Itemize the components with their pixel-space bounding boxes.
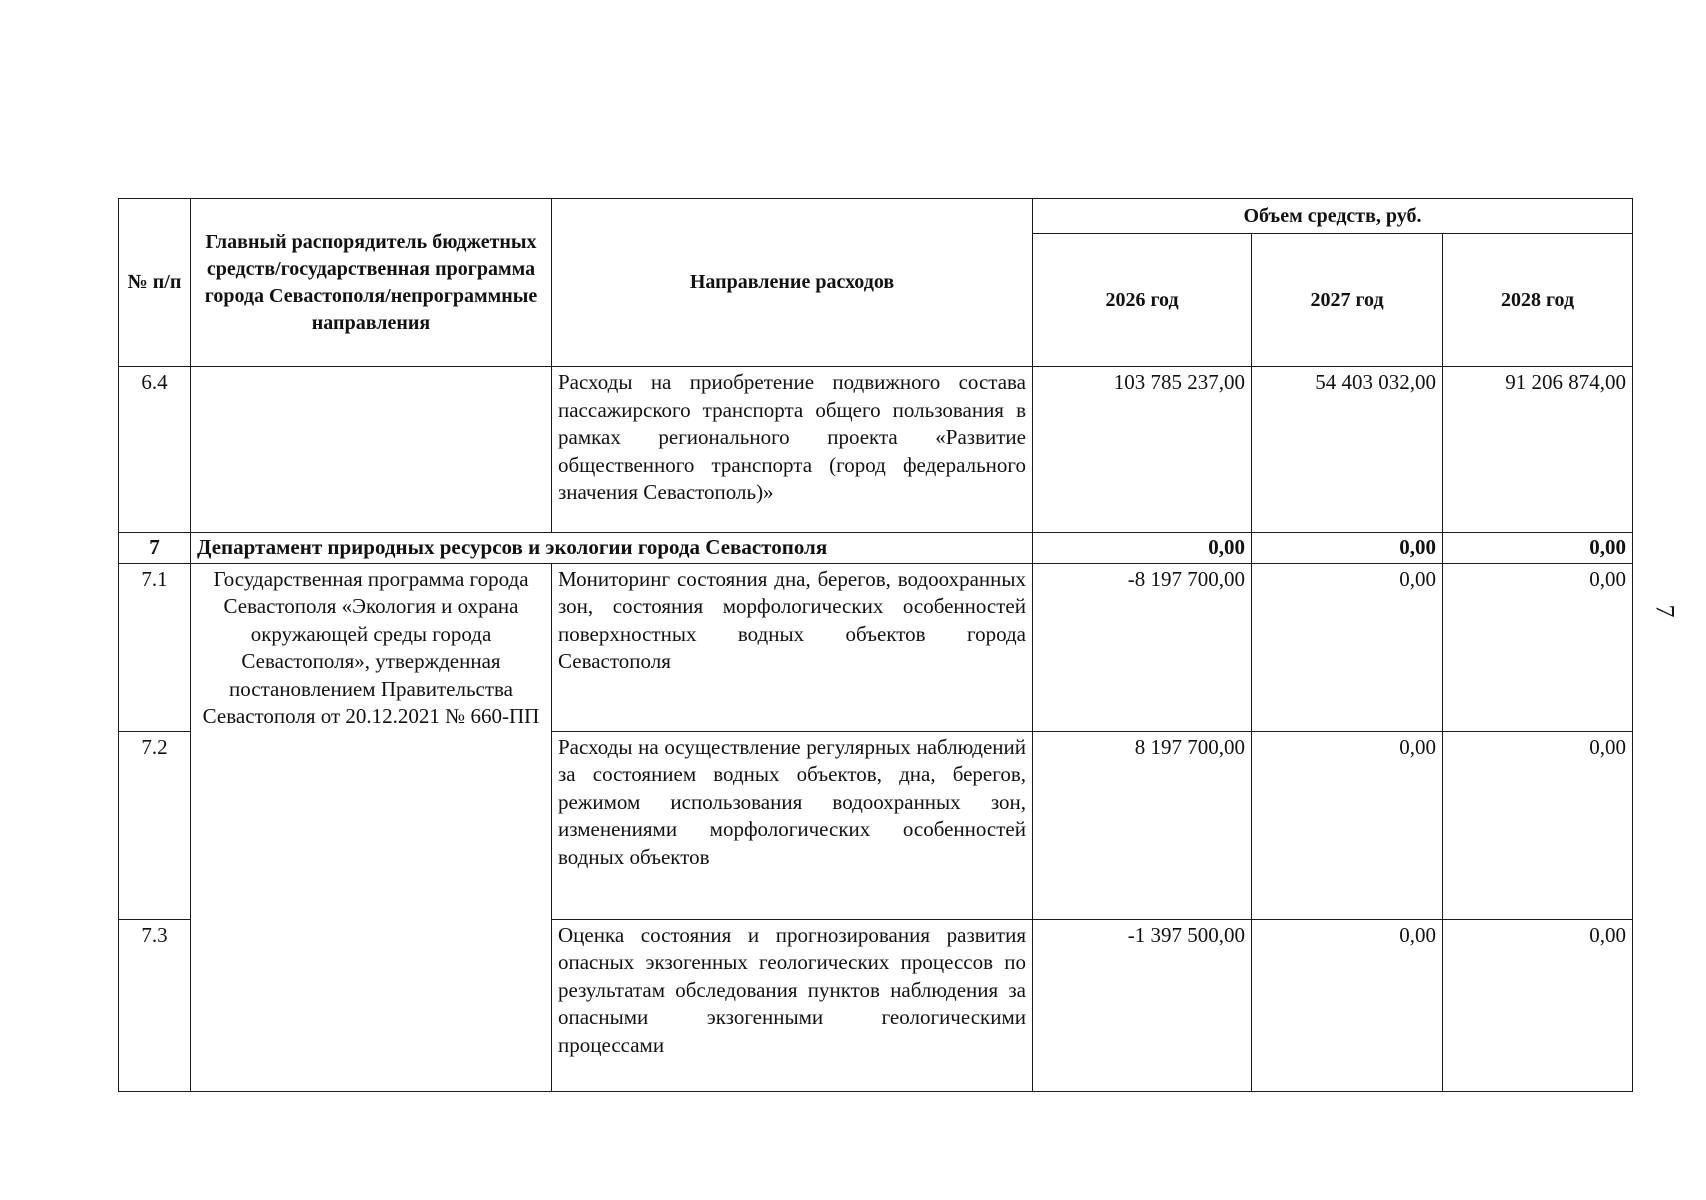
row-amount-2028: 0,00 (1443, 563, 1633, 731)
row-number: 7 (119, 533, 191, 564)
header-volume: Объем средств, руб. (1033, 199, 1633, 234)
row-direction: Расходы на осуществление регулярных наблюдений за состоянием водных объектов, дна, берегов, режимом использования водоохранных зон, изменениями морфологических особенностей водных объектов (552, 731, 1033, 919)
row-direction: Мониторинг состояния дна, берегов, водоохранных зон, состояния морфологических особенностей поверхностных водных объектов города Севастополя (552, 563, 1033, 731)
row-number: 7.3 (119, 919, 191, 1091)
budget-table (118, 198, 1633, 1092)
header-administrator: Главный распорядитель бюджетных средств/государственная программа города Севастополя/непрограммные направления (191, 199, 552, 367)
row-amount-2027: 0,00 (1252, 563, 1443, 731)
header-number: № п/п (119, 199, 191, 367)
row-amount-2026: 103 785 237,00 (1033, 367, 1252, 533)
row-amount-2028: 91 206 874,00 (1443, 367, 1633, 533)
header-year-2028: 2028 год (1443, 234, 1633, 367)
row-amount-2027: 0,00 (1252, 731, 1443, 919)
table-row (119, 563, 1633, 731)
row-administrator: Государственная программа города Севастополя «Экология и охрана окружающей среды города Севастополя», утвержденная постановлением Правительства Севастополя от 20.12.2021 № 660-ПП (191, 563, 552, 1091)
header-direction: Направление расходов (552, 199, 1033, 367)
row-number: 7.1 (119, 563, 191, 731)
row-amount-2027: 0,00 (1252, 533, 1443, 564)
section-title: Департамент природных ресурсов и экологии города Севастополя (191, 533, 1033, 564)
table-row (119, 367, 1633, 533)
row-number: 6.4 (119, 367, 191, 533)
row-amount-2026: 0,00 (1033, 533, 1252, 564)
page-number: 7 (1650, 604, 1680, 618)
row-direction: Оценка состояния и прогнозирования развития опасных экзогенных геологических процессов по результатам обследования пунктов наблюдения за опасными экзогенными геологическими процессами (552, 919, 1033, 1091)
row-direction: Расходы на приобретение подвижного состава пассажирского транспорта общего пользования в рамках регионального проекта «Развитие общественного транспорта (город федерального значения Севастополь)» (552, 367, 1033, 533)
row-amount-2028: 0,00 (1443, 731, 1633, 919)
row-amount-2026: 8 197 700,00 (1033, 731, 1252, 919)
row-amount-2026: -8 197 700,00 (1033, 563, 1252, 731)
row-amount-2028: 0,00 (1443, 533, 1633, 564)
header-row-1 (119, 199, 1633, 234)
header-year-2026: 2026 год (1033, 234, 1252, 367)
section-row (119, 533, 1633, 564)
row-amount-2027: 54 403 032,00 (1252, 367, 1443, 533)
row-number: 7.2 (119, 731, 191, 919)
row-amount-2028: 0,00 (1443, 919, 1633, 1091)
row-administrator (191, 367, 552, 533)
row-amount-2026: -1 397 500,00 (1033, 919, 1252, 1091)
row-amount-2027: 0,00 (1252, 919, 1443, 1091)
header-year-2027: 2027 год (1252, 234, 1443, 367)
